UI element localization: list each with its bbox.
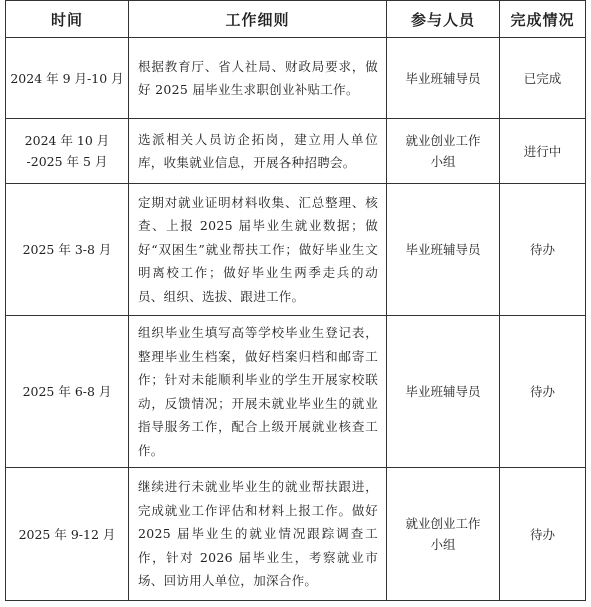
- table-row: [6, 468, 586, 601]
- table-row: [6, 119, 586, 184]
- table-row: [6, 38, 586, 119]
- row-time: 2025 年 3-8 月: [6, 184, 129, 316]
- row-person: 毕业班辅导员: [387, 38, 500, 119]
- header-person: 参与人员: [387, 1, 500, 38]
- table-row: [6, 316, 586, 468]
- row-status: 待办: [500, 468, 586, 601]
- header-detail: 工作细则: [129, 1, 387, 38]
- row-time: 2025 年 6-8 月: [6, 316, 129, 468]
- row-person: 毕业班辅导员: [387, 316, 500, 468]
- row-detail: 选派相关人员访企拓岗，建立用人单位库，收集就业信息，开展各种招聘会。: [129, 119, 387, 184]
- row-person: 毕业班辅导员: [387, 184, 500, 316]
- header-time: 时间: [6, 1, 129, 38]
- row-status: 待办: [500, 316, 586, 468]
- table-header-row: [6, 1, 586, 38]
- row-time: 2025 年 9-12 月: [6, 468, 129, 601]
- table-row: [6, 184, 586, 316]
- row-person: 就业创业工作 小组: [387, 468, 500, 601]
- row-status: 已完成: [500, 38, 586, 119]
- header-status: 完成情况: [500, 1, 586, 38]
- row-status: 待办: [500, 184, 586, 316]
- row-time: 2024 年 9 月-10 月: [6, 38, 129, 119]
- row-detail: 根据教育厅、省人社局、财政局要求，做好 2025 届毕业生求职创业补贴工作。: [129, 38, 387, 119]
- row-detail: 定期对就业证明材料收集、汇总整理、核查、上报 2025 届毕业生就业数据；做好“双困生”就业帮扶工作；做好毕业生文明离校工作；做好毕业生两季走兵的动员、组织、选拔、跟进工作。: [129, 184, 387, 316]
- row-person: 就业创业工作 小组: [387, 119, 500, 184]
- row-time: 2024 年 10 月 -2025 年 5 月: [6, 119, 129, 184]
- row-detail: 组织毕业生填写高等学校毕业生登记表，整理毕业生档案，做好档案归档和邮寄工作；针对未能顺利毕业的学生开展家校联动，反馈情况；开展未就业毕业生的就业指导服务工作，配合上级开展就业核查工作。: [129, 316, 387, 468]
- row-detail: 继续进行未就业毕业生的就业帮扶跟进，完成就业工作评估和材料上报工作。做好 2025 届毕业生的就业情况跟踪调查工作，针对 2026 届毕业生，考察就业市场、回访用人单位，加深合作。: [129, 468, 387, 601]
- row-status: 进行中: [500, 119, 586, 184]
- work-plan-table: [5, 0, 586, 601]
